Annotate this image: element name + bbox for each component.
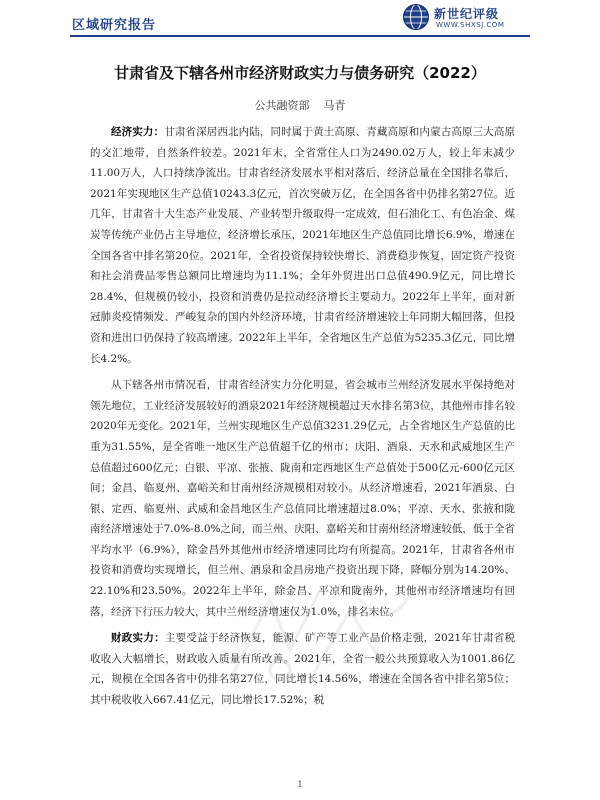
paragraph-lead: 经济实力： [111,126,165,138]
section-label: 区域研究报告 [72,18,157,33]
document-title: 甘肃省及下辖各州市经济财政实力与债务研究（2022） [114,64,486,82]
logo-name: 新世纪评级 [434,7,500,21]
logo-url: WWW.SHXSJ.COM [436,21,505,29]
paragraph-prefecture-overview [90,375,515,622]
page-number: 1 [297,780,303,789]
globe-logo-icon [402,3,430,31]
paragraph-text: 主要受益于经济恢复，能源、矿产等工业产品价格走强，2021年甘肃省税收收入大幅增长，财政收入质量有所改善。2021年，全省一般公共预算收入为1001.86亿元，规模在全国各省中仍排名第27位，同比增长14.56%，增速在全国各省中排名第5位；其中税收收入667.41亿元，同比增长17.52%；税 [90,632,515,707]
paragraph-lead: 财政实力： [111,632,165,645]
paragraph-text: 从下辖各州市情况看，甘肃省经济实力分化明显，省会城市兰州经济发展水平保持绝对领先地位，工业经济发展较好的酒泉2021年经济规模超过天水排名第3位，其他州市排名较2020年无变化。2021年，兰州实现地区生产总值3231.29亿元，占全省地区生产总值的比重为31.55%，是全省唯一地区生产总值超千亿的州市；庆阳、酒泉、天水和武威地区生产总值超过600亿元；白银、平凉、张掖、陇南和定西地区生产总值处于500亿元-600亿元区间；金昌、临夏州、嘉峪关和甘南州经济规模相对较小。从经济增速看，2021年酒泉、白银、定西、临夏州、武威和金昌地区生产总值同比增速超过8.0%；平凉、天水、张掖和陇南经济增速处于7.0%-8.0%之间，而兰州、庆阳、嘉峪关和甘南州经济增速较低，低于全省平均水平（6.9%），除金昌外其他州市经济增速同比均有所提高。2021年，甘肃省各州市投资和消费均实现增长，但兰州、酒泉和金昌房地产投资出现下降，降幅分别为14.20%、22.10%和23.50%。2022年上半年，除金昌、平凉和陇南外，其他州市经济增速均有回落，经济下行压力较大，其中兰州经济增速仅为1.0%，排名末位。 [90,379,515,618]
paragraph-economic-strength [90,122,515,369]
paragraph-text: 甘肃省深居西北内陆，同时属于黄土高原、青藏高原和内蒙古高原三大高原的交汇地带，自然条件较差。2021年末，全省常住人口为2490.02万人，较上年末减少11.00万人，人口持续净流出。甘肃省经济发展水平相对落后，经济总量在全国排名靠后，2021年实现地区生产总值10243.3亿元，首次突破万亿，在全国各省中仍排名第27位。近几年，甘肃省十大生态产业发展、产业转型升级取得一定成效，但石油化工、有色冶金、煤炭等传统产业仍占主导地位，经济增长承压，2021年地区生产总值同比增长6.9%，增速在全国各省中排名第20位。2021年，全省投资保持较快增长、消费稳步恢复，固定资产投资和社会消费品零售总额同比增速均为11.1%；全年外贸进出口总值490.9亿元，同比增长28.4%，但规模仍较小，投资和消费仍是拉动经济增长主要动力。2022年上半年，面对新冠肺炎疫情频发、严峻复杂的国内外经济环境，甘肃省经济增速较上年同期大幅回落，但投资和进出口仍保持了较高增速。2022年上半年，全省地区生产总值为5235.3亿元，同比增长4.2%。 [90,126,516,365]
author-name: 马青 [323,99,346,112]
author-department: 公共融资部 [254,99,310,112]
author-line [70,97,530,113]
brand-logo [402,3,532,33]
paragraph-fiscal-strength [90,628,515,710]
header-divider [70,35,530,37]
document-body [90,122,515,711]
page-header [0,0,600,42]
